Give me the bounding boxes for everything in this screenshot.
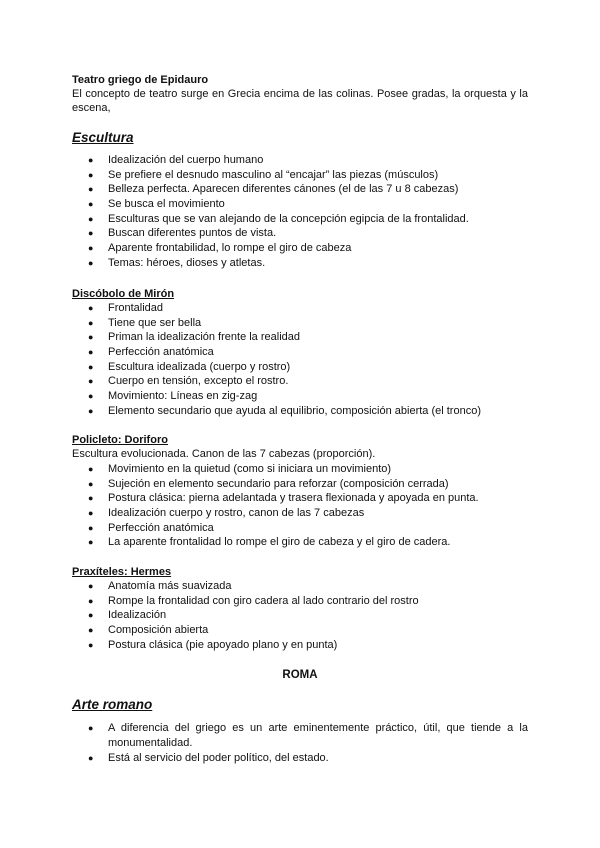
list-item: ● Escultura idealizada (cuerpo y rostro)	[88, 360, 291, 373]
bullet-icon: ●	[88, 581, 94, 591]
bullet-icon: ●	[88, 184, 94, 195]
list-item: ● Elemento secundario que ayuda al equilibrio, composición abierta (el tronco)	[88, 404, 481, 417]
list-item: ● Idealización	[88, 609, 167, 622]
list-item: ● Tiene que ser bella	[88, 316, 202, 329]
policleto-heading: Policleto: Doriforo	[72, 434, 168, 446]
bullet-icon: ●	[88, 405, 94, 416]
list-item: ● Movimiento en la quietud (como si iniciara un movimiento)	[88, 463, 392, 475]
bullet-icon: ●	[88, 610, 94, 621]
escultura-heading: Escultura	[72, 130, 134, 145]
list-item: ● Temas: héroes, dioses y atletas.	[88, 256, 266, 269]
roma-title: ROMA	[282, 669, 318, 681]
bullet-icon: ●	[88, 332, 94, 343]
list-item: ● Belleza perfecta. Aparecen diferentes cánones (el de las 7 u 8 cabezas)	[88, 183, 459, 196]
bullet-icon: ●	[88, 522, 94, 533]
arte-romano-heading: Arte romano	[72, 697, 153, 712]
list-item: ● Priman la idealización frente la realidad	[88, 331, 300, 344]
discobolo-heading: Discóbolo de Mirón	[72, 288, 175, 300]
bullet-icon: ●	[88, 317, 94, 328]
list-item: ● Perfección anatómica	[88, 521, 214, 534]
bullet-icon: ●	[88, 639, 94, 650]
bullet-icon: ●	[88, 361, 94, 372]
bullet-icon: ●	[88, 257, 94, 268]
bullet-icon: ●	[88, 723, 94, 733]
list-item: ● Idealización del cuerpo humano	[88, 154, 264, 166]
intro-text: El concepto de teatro surge en Grecia encima de las colinas. Posee gradas, la orquesta y la escena,	[72, 88, 528, 114]
bullet-icon: ●	[88, 376, 94, 387]
bullet-icon: ●	[88, 753, 94, 763]
praxiteles-heading: Praxíteles: Hermes	[72, 566, 172, 578]
bullet-icon: ●	[88, 493, 94, 504]
bullet-icon: ●	[88, 464, 94, 474]
list-item: ● Frontalidad	[88, 302, 164, 314]
bullet-icon: ●	[88, 199, 94, 210]
bullet-icon: ●	[88, 508, 94, 519]
list-item: ● Buscan diferentes puntos de vista.	[88, 227, 277, 240]
intro-title: Teatro griego de Epidauro	[72, 74, 209, 86]
list-item: ● Idealización cuerpo y rostro, canon de las 7 cabezas	[88, 507, 365, 520]
policleto-text: Escultura evolucionada. Canon de las 7 cabezas (proporción).	[72, 448, 376, 460]
bullet-icon: ●	[88, 478, 94, 489]
bullet-icon: ●	[88, 155, 94, 165]
bullet-icon: ●	[88, 391, 94, 402]
escultura-list	[86, 153, 469, 271]
list-item: ● Está al servicio del poder político, del estado.	[88, 752, 329, 764]
list-item: ● Postura clásica: pierna adelantada y trasera flexionada y apoyada en punta.	[88, 492, 479, 505]
list-item: ● Esculturas que se van alejando de la concepción egipcia de la frontalidad.	[88, 212, 469, 225]
list-item: ● Sujeción en elemento secundario para reforzar (composición cerrada)	[88, 477, 449, 490]
list-item: ● Se prefiere el desnudo masculino al “encajar” las piezas (músculos)	[88, 168, 439, 181]
list-item: ● Aparente frontabilidad, lo rompe el giro de cabeza	[88, 242, 352, 255]
bullet-icon: ●	[88, 243, 94, 254]
list-item: ● Perfección anatómica	[88, 346, 214, 359]
list-item: ● A diferencia del griego es un arte eminentemente práctico, útil, que tiende a la monumentalidad.	[88, 722, 528, 749]
arte-romano-list	[86, 721, 528, 766]
bullet-icon: ●	[88, 537, 94, 548]
list-item: ● Se busca el movimiento	[88, 198, 225, 211]
bullet-icon: ●	[88, 303, 94, 313]
list-item: ● Rompe la frontalidad con giro cadera al lado contrario del rostro	[88, 594, 419, 607]
bullet-icon: ●	[88, 347, 94, 358]
discobolo-list	[86, 301, 481, 419]
bullet-icon: ●	[88, 595, 94, 606]
bullet-icon: ●	[88, 625, 94, 636]
bullet-icon: ●	[88, 213, 94, 224]
list-item: ● La aparente frontalidad lo rompe el giro de cabeza y el giro de cadera.	[88, 536, 451, 549]
praxiteles-list	[86, 579, 419, 652]
list-item: ● Cuerpo en tensión, excepto el rostro.	[88, 375, 289, 388]
bullet-icon: ●	[88, 228, 94, 239]
bullet-icon: ●	[88, 169, 94, 180]
list-item: ● Postura clásica (pie apoyado plano y en punta)	[88, 638, 338, 651]
policleto-list	[86, 462, 479, 550]
list-item: ● Anatomía más suavizada	[88, 580, 232, 592]
list-item: ● Movimiento: Líneas en zig-zag	[88, 390, 258, 403]
list-item: ● Composición abierta	[88, 624, 209, 637]
